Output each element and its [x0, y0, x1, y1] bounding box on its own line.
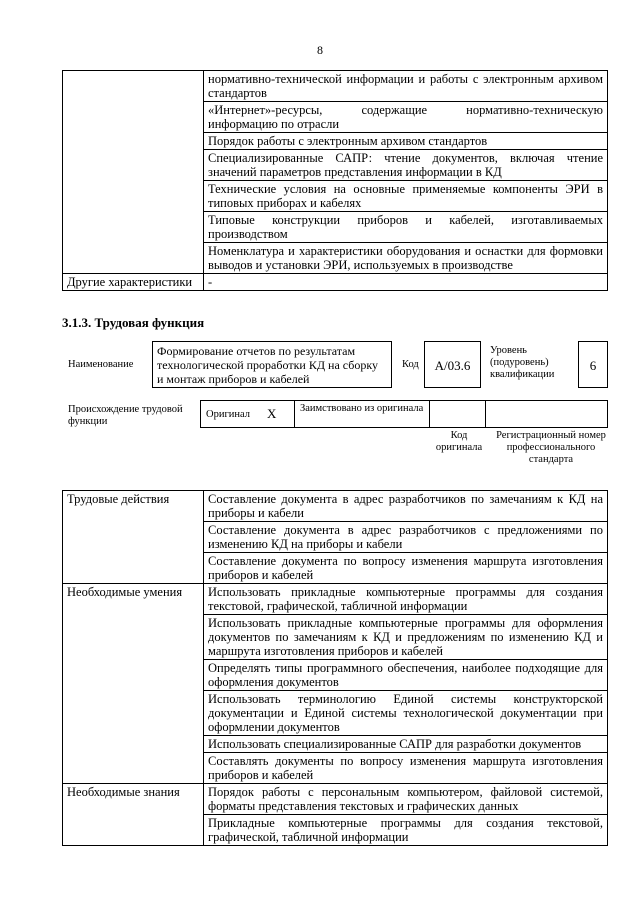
code-label: Код: [402, 359, 419, 370]
labor-function-table: [62, 490, 608, 846]
table-row: Специализированные САПР: чтение документов, включая чтение значений параметров представления информации в КД: [204, 150, 608, 181]
code-original-label: Код оригинала: [435, 430, 483, 453]
table-row: Составление документа по вопросу изменения маршрута изготовления приборов и кабелей: [204, 553, 608, 584]
table-row: Типовые конструкции приборов и кабелей, изготавливаемых производством: [204, 212, 608, 243]
original-mark: X: [267, 406, 277, 421]
page-number: 8: [317, 43, 323, 57]
table-row: «Интернет»-ресурсы, содержащие нормативно-техническую информацию по отрасли: [204, 102, 608, 133]
table-row: Использовать прикладные компьютерные программы для создания текстовой, графической, табличной информации: [204, 584, 608, 615]
name-label: Наименование: [68, 359, 134, 370]
table-row: Составлять документы по вопросу изменения маршрута изготовления приборов и кабелей: [204, 753, 608, 784]
function-name-value: Формирование отчетов по результатам технологической проработки КД на сборку и монтаж приборов и кабелей: [157, 344, 379, 386]
level-value: 6: [589, 358, 597, 373]
empty-label-cell: [63, 71, 204, 274]
table-row: Определять типы программного обеспечения, наиболее подходящие для оформления документов: [204, 660, 608, 691]
table-row: Прикладные компьютерные программы для создания текстовой, графической, табличной информации: [204, 815, 608, 846]
other-characteristics-value: -: [204, 274, 608, 291]
group-label-actions: Трудовые действия: [63, 491, 204, 584]
function-name-box: [152, 341, 392, 388]
level-box: [578, 341, 608, 388]
table-row: Порядок работы с электронным архивом стандартов: [204, 133, 608, 150]
borrowed-label: Заимствовано из оригинала: [300, 403, 424, 414]
group-label-skills: Необходимые умения: [63, 584, 204, 784]
original-box: [200, 400, 295, 428]
borrowed-box: [294, 400, 430, 428]
table-row: Использовать терминологию Единой системы конструкторской документации и Единой системы технологической документации при оформлении документов: [204, 691, 608, 736]
table-row: Технические условия на основные применяемые компоненты ЭРИ в типовых приборах и кабелях: [204, 181, 608, 212]
table-row: Порядок работы с персональным компьютером, файловой системой, форматы представления текстовых и графических данных: [204, 784, 608, 815]
group-label-knowledge: Необходимые знания: [63, 784, 204, 846]
table-row: Использовать специализированные САПР для разработки документов: [204, 736, 608, 753]
knowledge-table-continued: [62, 70, 608, 291]
table-row: Составление документа в адрес разработчиков с предложениями по изменению КД на приборы и кабели: [204, 522, 608, 553]
table-row: Номенклатура и характеристики оборудования и оснастки для формовки выводов и установки ЭРИ, используемых в производстве: [204, 243, 608, 274]
table-row: Использовать прикладные компьютерные программы для оформления документов по замечаниям к КД и предложениям по изменению КД и маршрута изготовления приборов и кабелей: [204, 615, 608, 660]
reg-number-box: [485, 400, 608, 428]
level-label: Уровень (подуровень) квалификации: [490, 345, 555, 380]
section-title: 3.1.3. Трудовая функция: [62, 315, 205, 330]
code-value: А/03.6: [434, 358, 471, 373]
code-original-box: [429, 400, 486, 428]
table-row: Составление документа в адрес разработчиков по замечаниям к КД на приборы и кабели: [204, 491, 608, 522]
original-label: Оригинал: [206, 409, 250, 420]
reg-number-label: Регистрационный номер профессионального стандарта: [496, 430, 606, 465]
table-row: нормативно-технической информации и работы с электронным архивом стандартов: [204, 71, 608, 102]
origin-label: Происхождение трудовой функции: [68, 404, 183, 427]
other-characteristics-label: Другие характеристики: [63, 274, 204, 291]
code-box: [424, 341, 481, 388]
